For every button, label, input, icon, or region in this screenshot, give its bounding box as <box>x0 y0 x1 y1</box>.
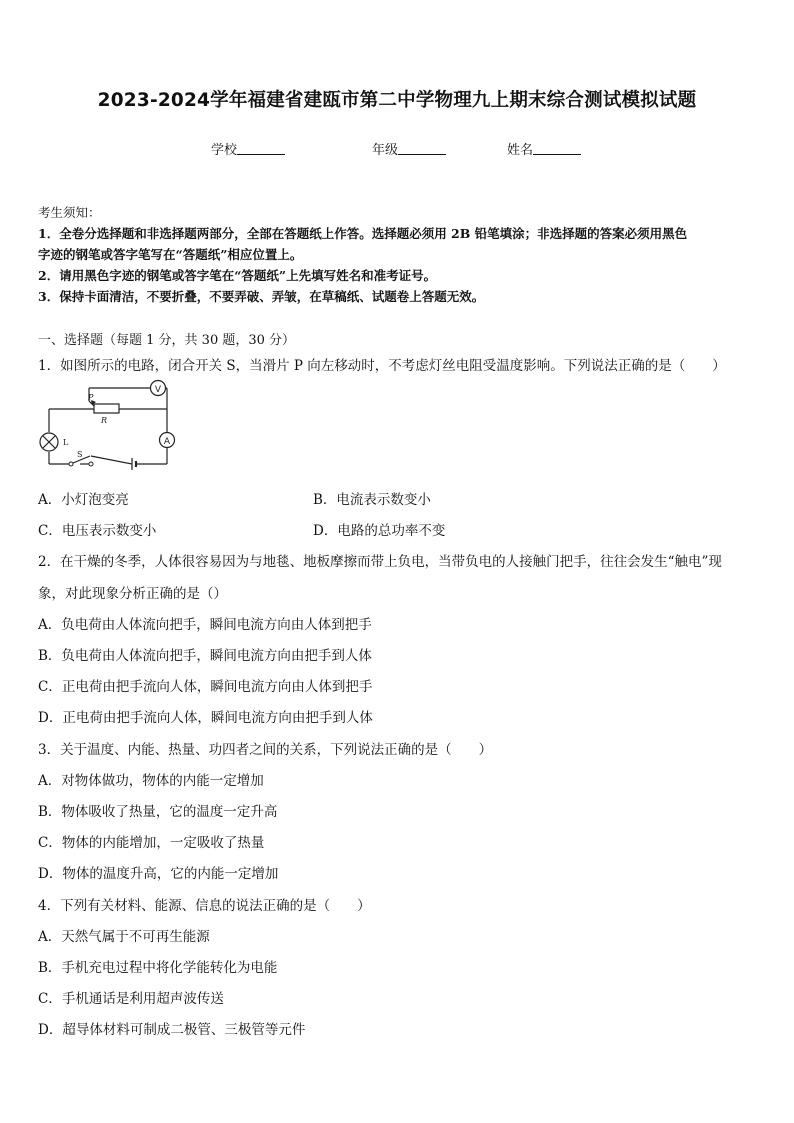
question-1-option: A．小灯泡变亮 <box>38 492 129 508</box>
question-4-stem: 4．下列有关材料、能源、信息的说法正确的是（ ） <box>38 898 371 914</box>
voltmeter-label: V <box>154 385 162 395</box>
question-1-option: B．电流表示数变小 <box>313 492 431 508</box>
notice-item: 字迹的钢笔或答字笔写在“答题纸”相应位置上。 <box>38 247 303 262</box>
slider-label: P <box>88 393 94 402</box>
question-2-option: A．负电荷由人体流向把手，瞬间电流方向由人体到把手 <box>38 617 372 633</box>
question-1-option: D．电路的总功率不变 <box>313 523 446 539</box>
question-3-option: D．物体的温度升高，它的内能一定增加 <box>38 866 279 882</box>
notice-item: 3．保持卡面清洁，不要折叠，不要弄破、弄皱，在草稿纸、试题卷上答题无效。 <box>38 289 485 304</box>
resistor-symbol <box>94 404 119 413</box>
question-4-option: D．超导体材料可制成二极管、三极管等元件 <box>38 1022 306 1038</box>
question-4-option: B．手机充电过程中将化学能转化为电能 <box>38 960 278 976</box>
question-1-option: C．电压表示数变小 <box>38 523 157 539</box>
name-field <box>507 139 581 158</box>
question-2-option: B．负电荷由人体流向把手，瞬间电流方向由把手到人体 <box>38 648 372 664</box>
question-2-option: C．正电荷由把手流向人体，瞬间电流方向由人体到把手 <box>38 679 373 695</box>
circuit-diagram <box>34 378 184 474</box>
question-4-option: A．天然气属于不可再生能源 <box>38 929 210 945</box>
section-heading: 一、选择题（每题 1 分，共 30 题，30 分） <box>38 333 296 348</box>
grade-label: 年级 <box>372 143 399 158</box>
notice-item: 2．请用黑色字迹的钢笔或答字笔在“答题纸”上先填写姓名和准考证号。 <box>38 268 437 283</box>
school-label: 学校 <box>211 143 238 158</box>
switch-label: S <box>77 450 83 459</box>
notice-heading: 考生须知： <box>38 205 101 220</box>
switch-contact <box>69 462 73 466</box>
question-4-option: C．手机通话是利用超声波传送 <box>38 991 224 1007</box>
grade-blank <box>398 141 446 155</box>
question-1-stem: 1．如图所示的电路，闭合开关 S，当滑片 P 向左移动时，不考虑灯丝电阻受温度影响。下列说法正确的是（ ） <box>38 358 726 374</box>
switch-contact <box>89 462 93 466</box>
lamp-label: L <box>63 438 69 447</box>
question-3-option: B．物体吸收了热量，它的温度一定升高 <box>38 804 278 820</box>
question-2-stem: 2．在干燥的冬季，人体很容易因为与地毯、地板摩擦而带上负电，当带负电的人接触门把手，往往会发生“触电”现 <box>38 554 722 570</box>
question-2-stem: 象，对此现象分析正确的是（） <box>38 586 227 602</box>
name-label: 姓名 <box>507 143 534 158</box>
school-field <box>211 139 285 158</box>
resistor-label: R <box>101 416 108 425</box>
page-title: 2023-2024学年福建省建瓯市第二中学物理九上期末综合测试模拟试题 <box>97 90 697 111</box>
notice-item: 1．全卷分选择题和非选择题两部分，全部在答题纸上作答。选择题必须用 2B 铅笔填涂；非选择题的答案必须用黑色 <box>38 226 688 241</box>
question-3-stem: 3．关于温度、内能、热量、功四者之间的关系，下列说法正确的是（ ） <box>38 742 493 758</box>
school-blank <box>237 141 285 155</box>
ammeter-label: A <box>163 437 171 447</box>
grade-field <box>372 139 446 158</box>
question-2-option: D．正电荷由把手流向人体，瞬间电流方向由把手到人体 <box>38 710 373 726</box>
header-fields <box>0 139 794 159</box>
name-blank <box>533 141 581 155</box>
question-3-option: C．物体的内能增加，一定吸收了热量 <box>38 835 265 851</box>
question-3-option: A．对物体做功，物体的内能一定增加 <box>38 773 264 789</box>
